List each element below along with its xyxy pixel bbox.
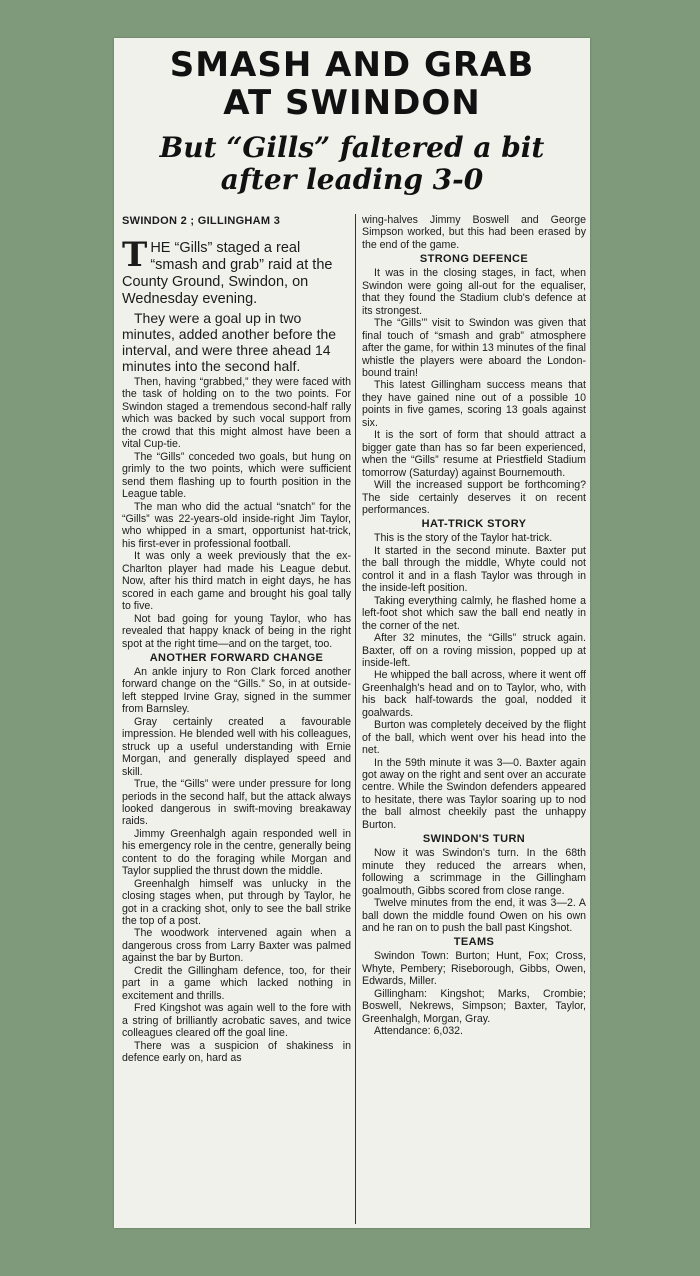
paragraph: It started in the second minute. Baxter put the ball through the middle, Whyte could not control it and in a flash Taylor was through in the inside-left position.	[362, 544, 586, 595]
paragraph: Gray certainly created a favourable impression. He blended well with his colleagues, struck up a useful understanding with Ernie Morgan, and generally displayed speed and skill.	[122, 715, 351, 778]
paragraph: True, the “Gills” were under pressure for long periods in the second half, but the attack always looked dangerous in swift-moving breakaway raids.	[122, 778, 351, 828]
paragraph: In the 59th minute it was 3—0. Baxter again got away on the right and sent over an accurate centre. While the Swindon defenders appeared to hesitate, there was Taylor soaring up to nod the ball almost cheekily past the unhappy Burton.	[362, 756, 586, 831]
subheadline	[124, 132, 580, 196]
paragraph: He whipped the ball across, where it went off Greenhalgh's head and on to Taylor, who, with his back half-towards the goal, nodded it goalwards.	[362, 669, 586, 719]
subheadline-line-1: But “Gills” faltered a bit	[159, 131, 545, 164]
paragraph: It was in the closing stages, in fact, when Swindon were going all-out for the equaliser, that they found the Stadium club's defence at its strongest.	[362, 267, 586, 317]
paragraph: It is the sort of form that should attract a bigger gate than has so far been experienced, when the “Gills” resume at Priestfield Stadium tomorrow (Saturday) against Bournemouth.	[362, 429, 586, 479]
lead-text: HE “Gills” staged a real “smash and grab” raid at the County Ground, Swindon, on Wednesday evening.	[122, 240, 333, 307]
newspaper-clipping	[114, 38, 590, 1228]
paragraph: Jimmy Greenhalgh again responded well in his emergency role in the centre, generally being content to do the foraging while Morgan and Taylor supplied the thrust down the middle.	[122, 827, 351, 878]
paragraph: Will the increased support be forthcoming? The side certainly deserves it on recent performances.	[362, 479, 586, 516]
subheadline-line-2: after leading 3-0	[220, 163, 484, 196]
paragraph: Gillingham: Kingshot; Marks, Crombie; Boswell, Nekrews, Simpson; Baxter, Taylor, Greenhalgh, Morgan, Gray.	[362, 987, 586, 1025]
paragraph: Greenhalgh himself was unlucky in the closing stages when, put through by Taylor, he got in a cracking shot, only to see the ball strike the top of a post.	[122, 877, 351, 928]
paragraph: Twelve minutes from the end, it was 3—2. A ball down the middle found Owen on his own and he ran on to push the ball past Kingshot.	[362, 897, 586, 935]
section-heading: TEAMS	[453, 936, 495, 949]
paragraph: wing-halves Jimmy Boswell and George Simpson worked, but this had been erased by the end of the game.	[362, 214, 586, 251]
paragraph: The “Gills” conceded two goals, but hung on grimly to the two points, which were sufficient send them flashing up to fourth position in the League table.	[122, 450, 351, 501]
paragraph: Then, having “grabbed,” they were faced with the task of holding on to the two points. For Swindon staged a tremendous second-half rally which was backed by such vocal support from the crowd that this might almost have been a vital Cup-tie.	[122, 376, 351, 451]
paragraph: This latest Gillingham success means that they have gained nine out of a possible 10 points in five games, scoring 13 goals against six.	[362, 379, 586, 429]
paragraph: Not bad going for young Taylor, who has revealed that happy knack of being in the right spot at the right time—and on the target, too.	[122, 612, 351, 650]
lead-paragraph	[122, 235, 351, 308]
headline	[122, 46, 582, 122]
headline-line-1: SMASH AND GRAB	[169, 45, 535, 85]
paragraph: After 32 minutes, the “Gills” struck again. Baxter, off on a roving mission, popped up at inside-left.	[362, 632, 586, 669]
drop-cap: T	[122, 235, 148, 275]
paragraph: Credit the Gillingham defence, too, for their part in a game which lacked nothing in excitement and thrills.	[122, 964, 351, 1002]
paragraph: The woodwork intervened again when a dangerous cross from Larry Baxter was palmed against the bar by Burton.	[122, 927, 351, 965]
section-heading: STRONG DEFENCE	[419, 253, 529, 266]
paragraph: Swindon Town: Burton; Hunt, Fox; Cross, Whyte, Pembery; Riseborough, Gibbs, Owen, Edwards, Miller.	[362, 950, 586, 988]
score-line: SWINDON 2 ; GILLINGHAM 3	[122, 215, 281, 227]
paragraph: The man who did the actual “snatch” for the “Gills” was 22-years-old inside-right Jim Taylor, who whipped in a smart, opportunist hat-trick, his first-ever in professional football.	[122, 500, 351, 550]
paragraph: It was only a week previously that the ex-Charlton player had made his League debut. Now, after his third match in eight days, he has scored in each game and brought his goal tally to five.	[122, 550, 351, 613]
column-rule	[355, 214, 356, 1224]
paragraph: This is the story of the Taylor hat-trick.	[374, 532, 553, 545]
article-columns	[122, 214, 584, 1224]
paragraph: The “Gills’” visit to Swindon was given that final touch of “smash and grab” atmosphere after the game, for within 13 minutes of the final whistle the players were aboard the London-bound train!	[362, 317, 586, 379]
right-column	[362, 214, 586, 1224]
section-heading: HAT-TRICK STORY	[421, 518, 527, 531]
headline-line-2: AT SWINDON	[223, 83, 481, 123]
left-column	[122, 214, 351, 1224]
paragraph: There was a suspicion of shakiness in defence early on, hard as	[122, 1039, 351, 1065]
section-heading: ANOTHER FORWARD CHANGE	[149, 651, 324, 664]
paragraph: They were a goal up in two minutes, added another before the interval, and were three ahead 14 minutes into the second half.	[122, 310, 337, 374]
paragraph: Now it was Swindon's turn. In the 68th minute they reduced the arrears when, following a scrimmage in the Gillingham goalmouth, Gibbs scored from close range.	[362, 847, 586, 897]
section-heading: SWINDON'S TURN	[422, 833, 526, 846]
paragraph: Fred Kingshot was again well to the fore with a string of brilliantly acrobatic saves, and twice colleagues cleared off the goal line.	[122, 1002, 351, 1040]
paragraph: Attendance: 6,032.	[374, 1025, 463, 1038]
paragraph: An ankle injury to Ron Clark forced another forward change on the “Gills.” So, in at outside-left stepped Irvine Gray, signed in the summer from Barnsley.	[122, 665, 351, 716]
paragraph: Burton was completely deceived by the flight of the ball, which went over his head into the net.	[362, 719, 586, 757]
paragraph: Taking everything calmly, he flashed home a left-foot shot which saw the ball end neatly in the corner of the net.	[362, 594, 586, 632]
